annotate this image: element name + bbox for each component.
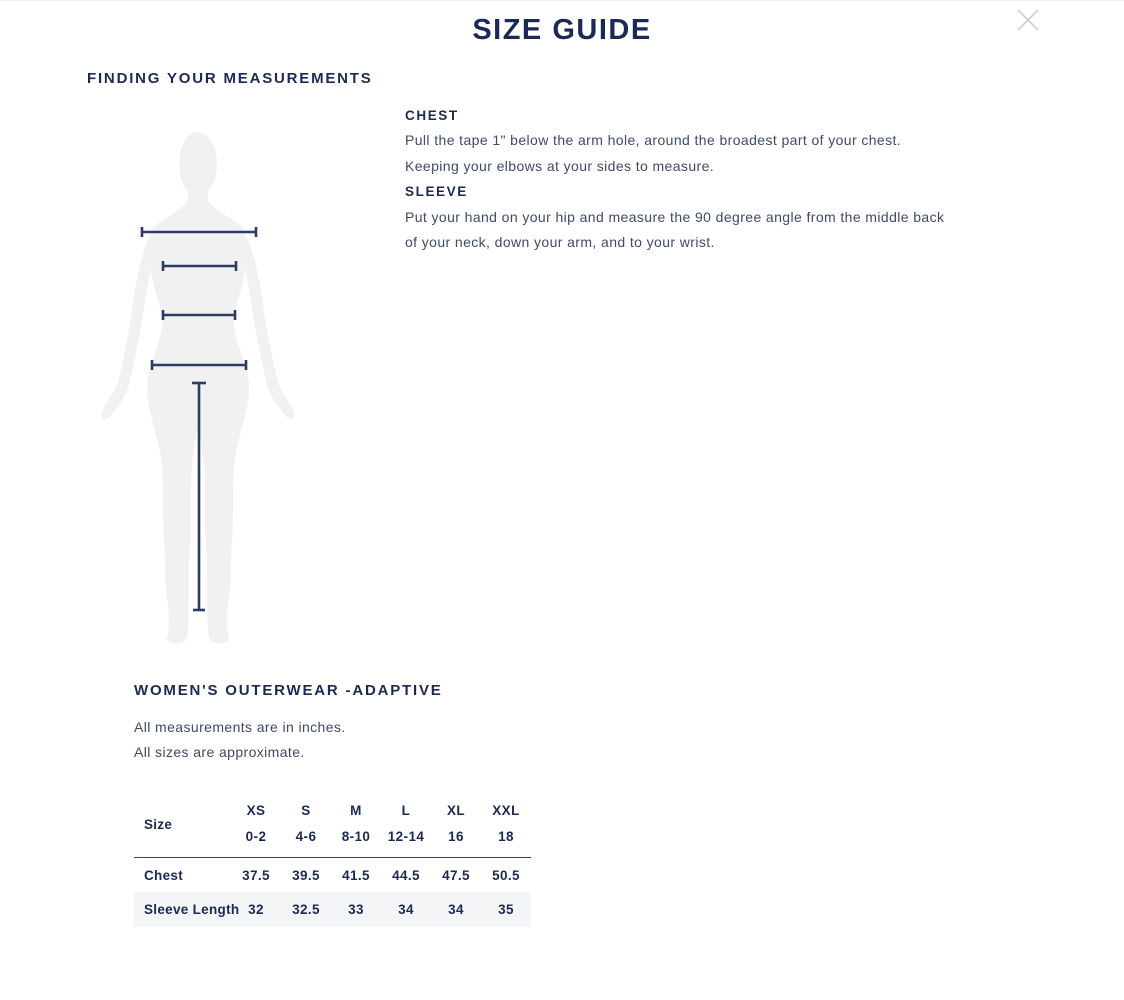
col-s-range: 4-6 — [295, 829, 317, 844]
close-icon — [1015, 21, 1041, 36]
col-xs — [231, 791, 281, 857]
body-silhouette-figure — [98, 131, 298, 646]
sleeve-label: SLEEVE — [405, 184, 468, 200]
col-s-code: S — [301, 803, 311, 818]
size-table — [134, 791, 531, 927]
col-m — [331, 791, 381, 857]
measurement-diagram — [98, 131, 298, 646]
chest-value-xl: 47.5 — [442, 867, 470, 883]
sleeve-row-label: Sleeve Length — [144, 902, 240, 917]
col-m-code: M — [350, 803, 362, 818]
size-header-label: Size — [144, 816, 173, 832]
col-l-code: L — [401, 803, 411, 818]
chest-value-l: 44.5 — [392, 867, 420, 883]
col-xl-range: 16 — [448, 829, 464, 844]
table-notes — [134, 715, 346, 766]
sleeve-value-l: 34 — [398, 902, 414, 917]
note-sizes-approximate: All sizes are approximate. — [134, 744, 305, 761]
measurement-instructions — [405, 103, 950, 255]
sleeve-instruction-line2: of your neck, down your arm, and to your wrist. — [405, 234, 715, 251]
sleeve-value-xl: 34 — [448, 902, 464, 917]
col-xs-range: 0-2 — [245, 829, 267, 844]
sleeve-value-s: 32.5 — [292, 902, 320, 917]
col-l-range: 12-14 — [387, 829, 425, 844]
col-s — [281, 791, 331, 857]
finding-measurements-heading: FINDING YOUR MEASUREMENTS — [87, 70, 373, 87]
col-xxl-code: XXL — [492, 803, 520, 818]
chest-instruction-line1: Pull the tape 1" below the arm hole, around the broadest part of your chest. — [405, 132, 902, 149]
sleeve-value-xs: 32 — [248, 902, 264, 917]
col-l — [381, 791, 431, 857]
size-table-header — [134, 791, 531, 858]
col-xl-code: XL — [446, 803, 466, 818]
chest-value-m: 41.5 — [342, 867, 370, 883]
col-xxl-range: 18 — [498, 829, 514, 844]
outerwear-adaptive-heading: WOMEN'S OUTERWEAR -ADAPTIVE — [134, 682, 443, 699]
page-title: SIZE GUIDE — [472, 14, 652, 46]
chest-value-xxl: 50.5 — [492, 867, 520, 883]
note-measurements-inches: All measurements are in inches. — [134, 719, 346, 735]
table-row-sleeve-length — [134, 892, 531, 927]
col-xxl — [481, 791, 531, 857]
table-row-chest — [134, 858, 531, 892]
close-button[interactable] — [1015, 7, 1041, 33]
col-xl — [431, 791, 481, 857]
col-xs-code: XS — [246, 803, 266, 818]
sleeve-value-xxl: 35 — [498, 902, 514, 917]
chest-row-label: Chest — [144, 867, 184, 883]
chest-value-xs: 37.5 — [242, 867, 270, 883]
chest-instruction-line2: Keeping your elbows at your sides to measure. — [405, 157, 715, 174]
sleeve-value-m: 33 — [348, 902, 364, 917]
col-m-range: 8-10 — [341, 829, 371, 844]
chest-value-s: 39.5 — [292, 867, 320, 883]
sleeve-instruction-line1: Put your hand on your hip and measure the 90 degree angle from the middle back — [405, 208, 945, 225]
chest-label: CHEST — [405, 108, 459, 123]
